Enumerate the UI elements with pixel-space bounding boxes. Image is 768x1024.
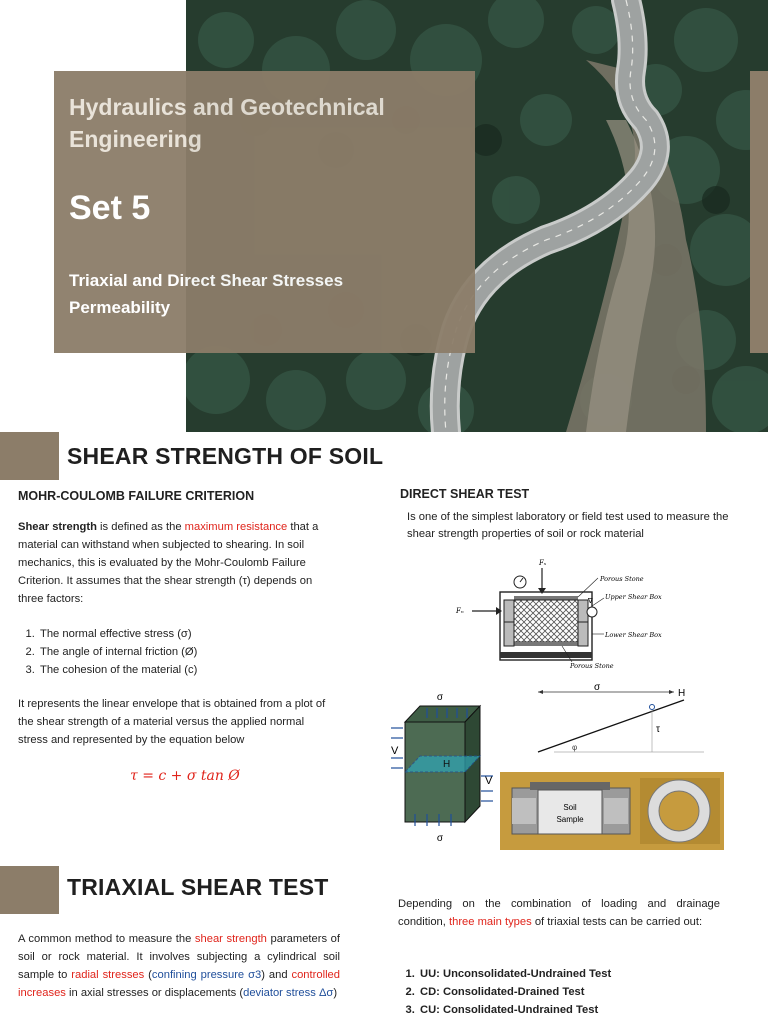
highlight-radial-stresses: radial stresses [71, 969, 145, 981]
highlight-confining-pressure: confining pressure σ3 [151, 969, 262, 981]
heading-mohr-coulomb: MOHR-COULOMB FAILURE CRITERION [18, 489, 255, 503]
highlight-maximum-resistance: maximum resistance [184, 521, 288, 533]
shear-strength-definition: Shear strength is defined as the maximum resistance that a material can withstand when subjected to shearing. In soil mechanics, this is evaluated by the Mohr-Coulomb Failure Criterion. It assumes that the shear strength (τ) depends on three factors: [18, 521, 319, 605]
label-fs: Fₛ [539, 559, 547, 567]
set-label: Set 5 [69, 189, 151, 227]
triaxial-types-intro: Depending on the combination of loading and drainage condition, three main types of triaxial tests can be carried out: [398, 898, 720, 928]
topic-item: Triaxial and Direct Shear Stresses [69, 271, 344, 290]
highlight-three-main-types: three main types [449, 916, 532, 928]
level-symbol-icon: ∇ [588, 598, 593, 605]
highlight-shear-strength: shear strength [194, 933, 267, 945]
list-item: 1. UU: Unconsolidated-Undrained Test [418, 965, 728, 983]
triaxial-types-list [398, 965, 728, 1019]
label-v-right: V [485, 775, 493, 787]
label-h-envelope: H [678, 688, 686, 699]
cover-title-box [54, 71, 475, 353]
direct-shear-description: Is one of the simplest laboratory or field test used to measure the shear strength properties of soil or rock material [407, 511, 729, 540]
shear-block-diagram [385, 676, 497, 848]
label-h-plane: H [443, 759, 451, 770]
section-title-shear-strength: SHEAR STRENGTH OF SOIL [67, 443, 384, 469]
list-item: 3. The cohesion of the material (c) [38, 661, 338, 679]
list-item: 1. The normal effective stress (σ) [38, 625, 338, 643]
highlight-controlled-increases: controlled increases [18, 969, 340, 999]
direct-shear-apparatus-diagram [452, 556, 682, 672]
term-shear-strength: Shear strength [18, 521, 97, 533]
label-porous-stone-top: Porous Stone [600, 575, 644, 583]
label-porous-stone-bottom: Porous Stone [570, 662, 614, 670]
label-v-left: V [391, 745, 399, 757]
label-upper-shear-box: Upper Shear Box [605, 593, 662, 601]
section-title-triaxial: TRIAXIAL SHEAR TEST [67, 874, 329, 900]
accent-side-bar [750, 71, 768, 353]
topic-item: Permeability [69, 298, 171, 317]
label-sigma-top: σ [436, 692, 444, 703]
course-title: Hydraulics and Geotechnical Engineering [69, 94, 385, 152]
section-accent-square [0, 432, 59, 480]
list-item: 2. CD: Consolidated-Drained Test [418, 983, 728, 1001]
label-sample: Sample [556, 815, 584, 824]
label-sigma-bottom: σ [436, 833, 444, 844]
shear-box-sample-illustration [500, 772, 724, 850]
triaxial-description: A common method to measure the shear strength parameters of soil or rock material. It involves subjecting a cylindrical soil sample to radial stresses (confining pressure σ3) and controlled increases in axial stresses or displacements (deviator stress Δσ) [18, 933, 340, 999]
failure-envelope-diagram [534, 680, 724, 760]
label-soil: Soil [563, 803, 577, 812]
label-fn: Fₙ [456, 607, 464, 615]
highlight-deviator-stress: deviator stress Δσ [243, 987, 334, 999]
label-tau: τ [656, 724, 660, 735]
label-phi: φ [572, 743, 578, 752]
topic-list [69, 267, 343, 321]
heading-direct-shear-test: DIRECT SHEAR TEST [400, 487, 530, 501]
section-accent-square [0, 866, 59, 914]
label-lower-shear-box: Lower Shear Box [605, 631, 662, 639]
list-item: 2. The angle of internal friction (Ø) [38, 643, 338, 661]
list-item: 3. CU: Consolidated-Undrained Test [418, 1001, 728, 1019]
factors-list [18, 625, 338, 679]
mohr-coulomb-equation: τ = c + σ tan Ø [130, 768, 240, 784]
envelope-paragraph: It represents the linear envelope that is obtained from a plot of the shear strength of a material versus the applied normal stress and represented by the equation below [18, 698, 326, 746]
label-sigma-envelope: σ [594, 682, 601, 693]
